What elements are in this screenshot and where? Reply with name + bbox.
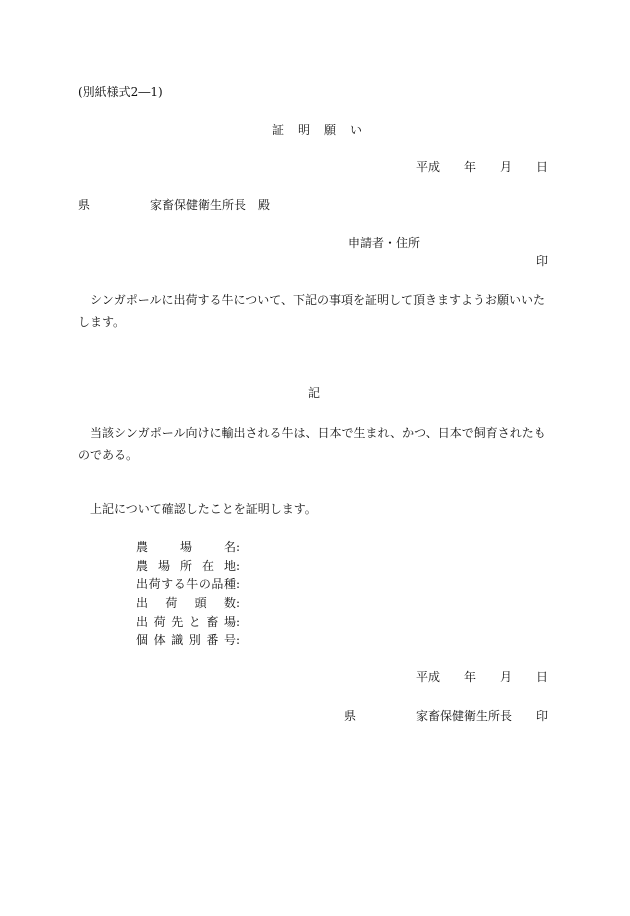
item-label: 出荷頭数 <box>136 596 236 611</box>
date-line-bottom: 平成 年 月 日 <box>415 670 548 684</box>
certify-paragraph: 上記について確認したことを証明します。 <box>90 502 317 516</box>
ki-heading: 記 <box>308 386 321 400</box>
item-id-number <box>136 631 256 650</box>
addressee: 県 家畜保健衛生所長 殿 <box>78 198 271 212</box>
item-colon: : <box>236 577 241 592</box>
item-cattle-breed <box>136 575 256 594</box>
item-label: 農場所在地 <box>136 558 236 573</box>
item-label: 農場名 <box>136 540 236 555</box>
statement-paragraph: 当該シンガポール向けに輸出される牛は、日本で生まれ、かつ、日本で飼育されたものである。 <box>78 426 546 462</box>
date-line-top: 平成 年 月 日 <box>415 160 548 174</box>
applicant-label: 申請者・住所 <box>348 236 421 250</box>
document-title: 証 明 願 い <box>272 123 364 137</box>
item-colon: : <box>236 596 241 611</box>
item-colon: : <box>236 614 241 629</box>
item-slaughterhouse <box>136 612 256 631</box>
item-farm-location <box>136 557 256 576</box>
form-id: (別紙様式2―1) <box>78 85 163 99</box>
item-colon: : <box>236 633 241 648</box>
item-colon: : <box>236 558 241 573</box>
item-label: 個体識別番号 <box>136 633 236 648</box>
request-paragraph: シンガポールに出荷する牛について、下記の事項を証明して頂きますようお願いいたします。 <box>78 293 545 329</box>
item-farm-name <box>136 538 256 557</box>
item-head-count <box>136 594 256 613</box>
item-list <box>136 538 256 650</box>
item-label: 出荷先と畜場 <box>136 614 236 629</box>
item-label: 出荷する牛の品種 <box>136 577 236 592</box>
applicant-seal: 印 <box>535 254 548 268</box>
item-colon: : <box>236 540 241 555</box>
issuer-line: 県 家畜保健衛生所長 印 <box>343 709 548 723</box>
